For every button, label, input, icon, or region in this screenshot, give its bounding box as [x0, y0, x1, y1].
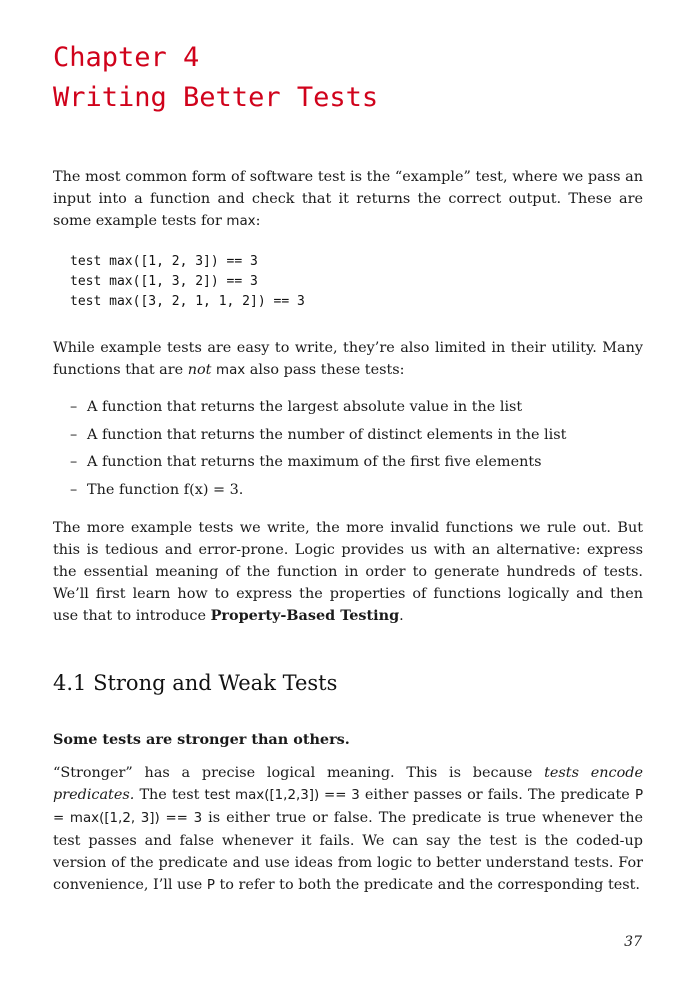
emphasis-text: not: [187, 362, 212, 378]
lead-sentence: Some tests are stronger than others.: [53, 731, 350, 748]
chapter-heading: [53, 38, 378, 118]
inline-code: test max([1,2,3]) == 3: [204, 788, 360, 803]
paragraph-text: is either true or false. The predicate is true whenever the test passes and false whenever it fails. We can say the test is the coded-up version of the predicate and use ideas from logic to better understand tests. For convenience, I’ll use: [53, 810, 643, 893]
code-line: test max([1, 3, 2]) == 3: [70, 274, 258, 289]
page-number: 37: [624, 934, 642, 950]
inline-code: P: [206, 878, 215, 893]
paragraph-text: either passes or fails. The predicate: [359, 787, 635, 803]
bold-term: Property-Based Testing: [210, 607, 400, 624]
alternative-paragraph: [53, 517, 643, 627]
section-heading: 4.1 Strong and Weak Tests: [53, 671, 338, 695]
paragraph-text-end: .: [399, 608, 404, 624]
paragraph-text: The more example tests we write, the more invalid functions we rule out. But this is tedious and error-prone. Logic provides us with an alternative: express the essential meaning of the function in order to generate hundreds of tests. We’ll first learn how to express the properties of functions logically and then use that to introduce: [53, 520, 643, 624]
emphasis-text: tests encode predicates.: [53, 765, 643, 803]
paragraph-text: to refer to both the predicate and the corresponding test.: [214, 877, 640, 893]
paragraph-text: While example tests are easy to write, they’re also limited in their utility. Many functions that are: [53, 340, 643, 378]
list-item-text: A function that returns the largest absolute value in the list: [87, 399, 523, 415]
code-line: test max([1, 2, 3]) == 3: [70, 254, 258, 269]
chapter-number: Chapter 4: [53, 42, 200, 73]
bullet-list: [70, 396, 640, 506]
code-block: [70, 252, 630, 312]
bullet-dash: –: [70, 481, 78, 498]
paragraph-text-end: also pass these tests:: [245, 362, 405, 378]
code-line: test max([3, 2, 1, 1, 2]) == 3: [70, 294, 305, 309]
paragraph-text: “Stronger” has a precise logical meaning. This is because: [53, 765, 545, 781]
intro-text-end: :: [255, 213, 261, 229]
list-item: [70, 396, 640, 424]
stronger-paragraph: [53, 762, 643, 897]
bullet-dash: –: [70, 426, 78, 443]
list-item-text: The function f(x) = 3.: [87, 481, 244, 498]
list-item: [70, 424, 640, 452]
list-item-text: A function that returns the maximum of the first five elements: [87, 454, 542, 470]
intro-paragraph: [53, 166, 643, 233]
limitation-paragraph: [53, 337, 643, 382]
inline-code-max: max: [226, 214, 256, 229]
list-item: [70, 451, 640, 479]
chapter-title: Writing Better Tests: [53, 82, 379, 113]
list-item: [70, 479, 640, 507]
intro-text: The most common form of software test is the “example” test, where we pass an input into a function and check that it returns the correct output. These are some example tests for: [53, 169, 643, 229]
bullet-dash: –: [70, 399, 78, 415]
paragraph-text: The test: [134, 787, 205, 803]
inline-code-max: max: [216, 363, 246, 378]
list-item-text: A function that returns the number of distinct elements in the list: [87, 426, 567, 443]
bullet-dash: –: [70, 454, 78, 470]
inline-code: P = max([1,2, 3]) == 3: [53, 788, 644, 826]
